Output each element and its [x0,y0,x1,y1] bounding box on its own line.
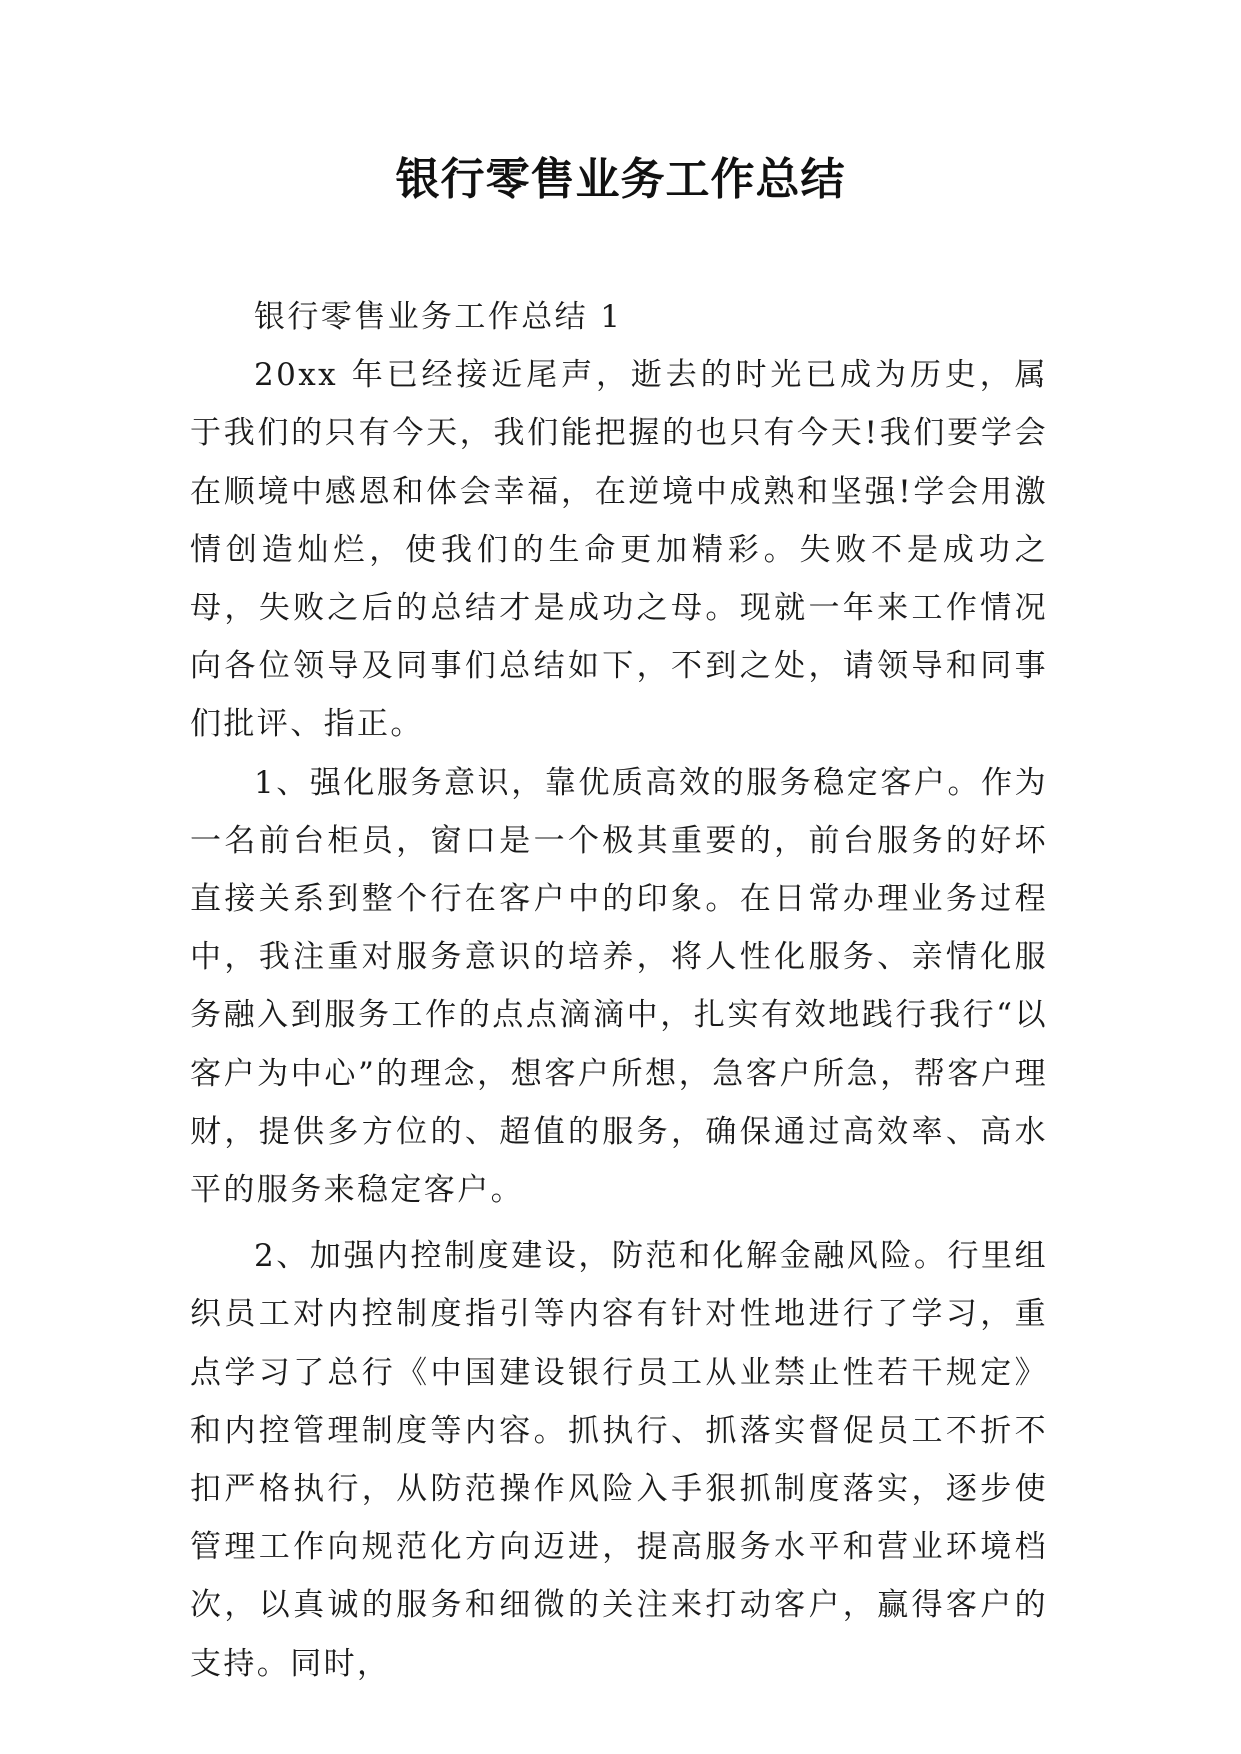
point-2-paragraph: 2、加强内控制度建设，防范和化解金融风险。行里组织员工对内控制度指引等内容有针对性地进行了学习，重点学习了总行《中国建设银行员工从业禁止性若干规定》和内控管理制度等内容。抓执行、抓落实督促员工不折不扣严格执行，从防范操作风险入手狠抓制度落实，逐步使管理工作向规范化方向迈进，提高服务水平和营业环境档次，以真诚的服务和细微的关注来打动客户，赢得客户的支持。同时， [190,1238,1048,1682]
point-1-paragraph: 1、强化服务意识，靠优质高效的服务稳定客户。作为一名前台柜员，窗口是一个极其重要的，前台服务的好坏直接关系到整个行在客户中的印象。在日常办理业务过程中，我注重对服务意识的培养，将人性化服务、亲情化服务融入到服务工作的点点滴滴中，扎实有效地践行我行“以客户为中心”的理念，想客户所想，急客户所急，帮客户理财，提供多方位的、超值的服务，确保通过高效率、高水平的服务来稳定客户。 [190,764,1048,1209]
document-title: 银行零售业务工作总结 [395,154,846,205]
section-heading: 银行零售业务工作总结 1 [254,299,623,335]
intro-paragraph: 20xx 年已经接近尾声，逝去的时光已成为历史，属于我们的只有今天，我们能把握的也只有今天!我们要学会在顺境中感恩和体会幸福，在逆境中成熟和坚强!学会用激情创造灿烂，使我们的生命更加精彩。失败不是成功之母，失败之后的总结才是成功之母。现就一年来工作情况向各位领导及同事们总结如下，不到之处，请领导和同事们批评、指正。 [190,357,1048,743]
document-body [190,288,1048,1693]
